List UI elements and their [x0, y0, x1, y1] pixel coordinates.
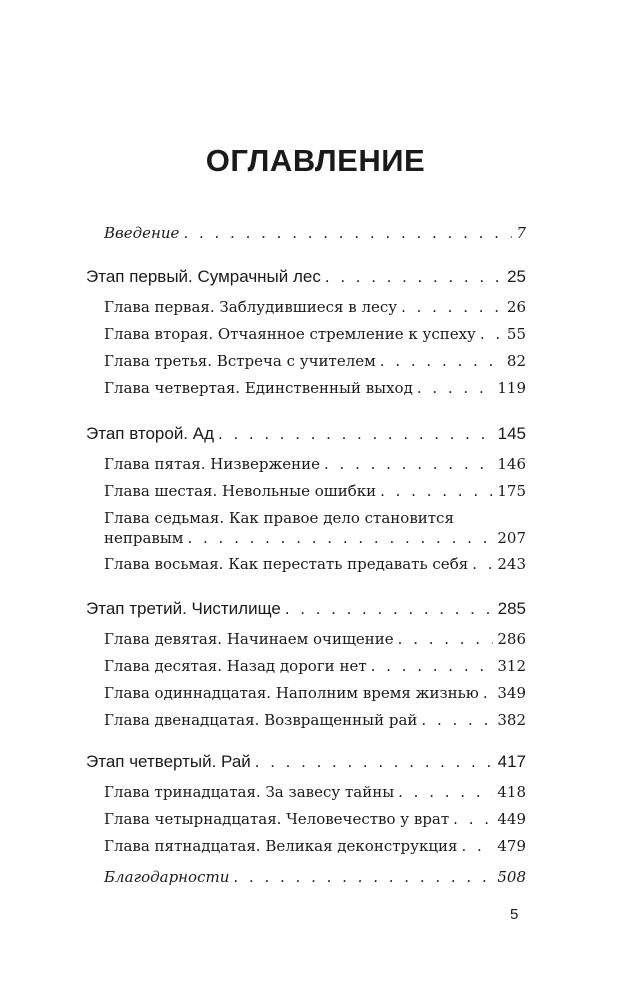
toc-chapter-5[interactable]: [104, 455, 526, 473]
toc-chapter-label: Глава двенадцатая. Возвращенный рай: [104, 711, 418, 729]
toc-chapter-label: Глава десятая. Назад дороги нет: [104, 657, 367, 675]
toc-stage-page: 145: [497, 424, 526, 443]
toc-chapter-label: неправым: [104, 529, 184, 547]
toc-chapter-8[interactable]: [104, 555, 526, 573]
toc-chapter-7[interactable]: [104, 529, 526, 547]
dot-leader: [187, 529, 493, 547]
dot-leader: [417, 379, 494, 397]
toc-chapter-page: 382: [497, 711, 526, 729]
toc-stage-4[interactable]: [86, 752, 526, 772]
toc-chapter-6[interactable]: [104, 482, 526, 500]
toc-chapter-page: 479: [497, 837, 526, 855]
dot-leader: [472, 555, 493, 573]
toc-chapter-page: 146: [497, 455, 526, 473]
dot-leader: [401, 298, 503, 316]
toc-entry-acknowledgements[interactable]: [104, 868, 526, 886]
toc-chapter-page: 55: [506, 325, 526, 343]
toc-chapter-label: Глава вторая. Отчаянное стремление к успеху: [104, 325, 476, 343]
toc-chapter-label: Глава пятнадцатая. Великая деконструкция: [104, 837, 458, 855]
dot-leader: [461, 837, 493, 855]
dot-leader: [453, 810, 493, 828]
toc-chapter-page: 175: [497, 482, 526, 500]
toc-chapter-label: Глава одиннадцатая. Наполним время жизнью: [104, 684, 479, 702]
toc-stage-label: Этап третий. Чистилище: [86, 599, 281, 618]
toc-chapter-page: 26: [506, 298, 526, 316]
toc-chapter-label: Глава четвертая. Единственный выход: [104, 379, 413, 397]
toc-chapter-9[interactable]: [104, 630, 526, 648]
toc-stage-page: 25: [507, 267, 526, 286]
toc-chapter-page: 349: [497, 684, 526, 702]
toc-chapter-page: 243: [497, 555, 526, 573]
toc-chapter-10[interactable]: [104, 657, 526, 675]
dot-leader: [325, 267, 503, 287]
toc-chapter-11[interactable]: [104, 684, 526, 702]
toc-chapter-page: 207: [497, 529, 526, 547]
toc-entry-label: Введение: [104, 224, 180, 242]
toc-chapter-page: 312: [497, 657, 526, 675]
toc-chapter-label: Глава девятая. Начинаем очищение: [104, 630, 394, 648]
toc-chapter-page: 286: [497, 630, 526, 648]
toc-stage-3[interactable]: [86, 599, 526, 619]
toc-chapter-13[interactable]: [104, 783, 526, 801]
toc-entry-label: Благодарности: [104, 868, 230, 886]
toc-entry-page: 7: [516, 224, 526, 242]
toc-stage-page: 285: [497, 599, 526, 618]
page-title: ОГЛАВЛЕНИЕ: [205, 143, 426, 178]
toc-chapter-14[interactable]: [104, 810, 526, 828]
toc-chapter-15[interactable]: [104, 837, 526, 855]
dot-leader: [483, 684, 493, 702]
toc-stage-page: 417: [497, 752, 526, 771]
toc-chapter-page: 418: [497, 783, 526, 801]
dot-leader: [285, 599, 494, 619]
toc-chapter-label: Глава пятая. Низвержение: [104, 455, 320, 473]
toc-entry-introduction[interactable]: [104, 224, 526, 242]
toc-chapter-label: Глава тринадцатая. За завесу тайны: [104, 783, 395, 801]
toc-chapter-label: Глава восьмая. Как перестать предавать себя: [104, 555, 469, 573]
dot-leader: [380, 352, 503, 370]
toc-chapter-label: Глава первая. Заблудившиеся в лесу: [104, 298, 398, 316]
dot-leader: [398, 630, 494, 648]
toc-chapter-12[interactable]: [104, 711, 526, 729]
toc-chapter-2[interactable]: [104, 325, 526, 343]
page-number: 5: [510, 906, 519, 923]
dot-leader: [233, 868, 493, 886]
dot-leader: [183, 224, 512, 242]
toc-stage-2[interactable]: [86, 424, 526, 444]
toc-chapter-page: 449: [497, 810, 526, 828]
toc-chapter-page: 82: [506, 352, 526, 370]
dot-leader: [371, 657, 494, 675]
dot-leader: [480, 325, 503, 343]
dot-leader: [380, 482, 493, 500]
toc-chapter-label: Глава третья. Встреча с учителем: [104, 352, 376, 370]
toc-chapter-3[interactable]: [104, 352, 526, 370]
toc-chapter-page: 119: [497, 379, 526, 397]
toc-stage-label: Этап второй. Ад: [86, 424, 215, 443]
toc-chapter-1[interactable]: [104, 298, 526, 316]
dot-leader: [255, 752, 494, 772]
dot-leader: [421, 711, 493, 729]
toc-chapter-4[interactable]: [104, 379, 526, 397]
dot-leader: [398, 783, 493, 801]
dot-leader: [324, 455, 493, 473]
toc-stage-label: Этап первый. Сумрачный лес: [86, 267, 321, 286]
dot-leader: [218, 424, 494, 444]
toc-chapter-7-line1[interactable]: Глава седьмая. Как правое дело становится: [104, 509, 454, 527]
toc-chapter-label: Глава четырнадцатая. Человечество у врат: [104, 810, 450, 828]
toc-stage-1[interactable]: [86, 267, 526, 287]
toc-chapter-label: Глава шестая. Невольные ошибки: [104, 482, 377, 500]
toc-stage-label: Этап четвертый. Рай: [86, 752, 251, 771]
toc-entry-page: 508: [497, 868, 526, 886]
